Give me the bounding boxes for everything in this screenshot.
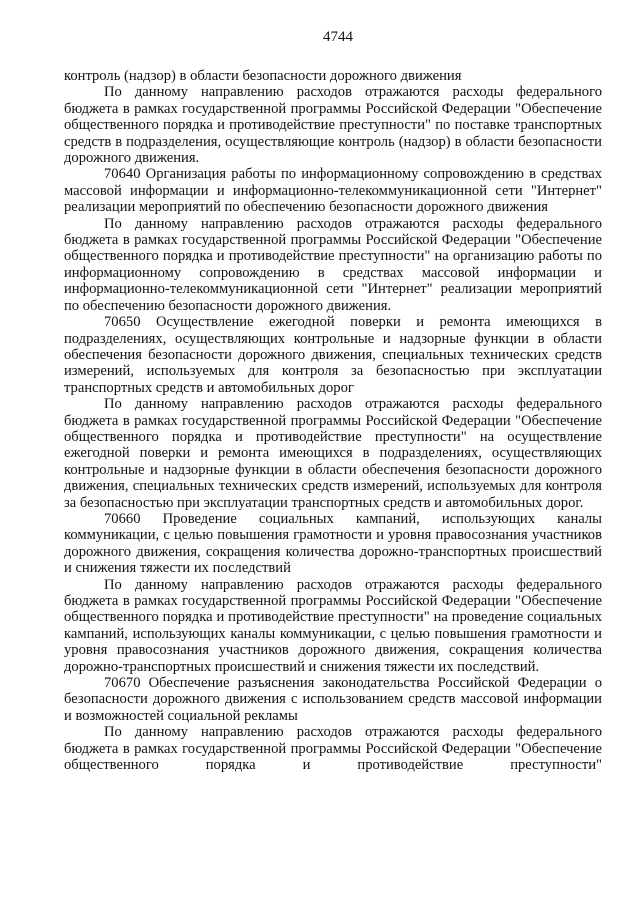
paragraph-heading-70640: 70640 Организация работы по информационному сопровождению в средствах массовой информации и информационно-телекоммуникационной сети "Интернет" реализации мероприятий по обеспечению безопасности дорожного движения xyxy=(64,166,602,216)
paragraph-continuation: контроль (надзор) в области безопасности дорожного движения xyxy=(64,68,462,84)
paragraph-description: По данному направлению расходов отражаются расходы федерального бюджета в рамках государственной программы Российской Федерации "Обеспечение общественного порядка и противодействие преступности" по поставке транспортных средств в подразделения, осуществляющие контроль (надзор) в области безопасности дорожного движения. xyxy=(64,84,602,167)
page-number: 4744 xyxy=(323,29,353,45)
paragraph-heading-70670: 70670 Обеспечение разъяснения законодательства Российской Федерации о безопасности дорожного движения с использованием средств массовой информации и возможностей социальной рекламы xyxy=(64,675,602,724)
paragraph-description: По данному направлению расходов отражаются расходы федерального бюджета в рамках государственной программы Российской Федерации "Обеспечение общественного порядка и противодействие преступности" на организацию работы по информационному сопровождению в средствах массовой информации и информационно-телекоммуникационной сети "Интернет" реализации мероприятий по обеспечению безопасности дорожного движения. xyxy=(64,215,602,314)
paragraph-description: По данному направлению расходов отражаются расходы федерального бюджета в рамках государственной программы Российской Федерации "Обеспечение общественного порядка и противодействие преступности" xyxy=(64,724,602,774)
paragraph-description: По данному направлению расходов отражаются расходы федерального бюджета в рамках государственной программы Российской Федерации "Обеспечение общественного порядка и противодействие преступности" на проведение социальных кампаний, использующих каналы коммуникации, с целью повышения грамотности и уровня правосознания участников дорожного движения, сокращения количества дорожно-транспортных происшествий и снижения тяжести их последствий. xyxy=(64,576,602,675)
document-body xyxy=(64,68,602,773)
paragraph-heading-70660: 70660 Проведение социальных кампаний, использующих каналы коммуникации, с целью повышения грамотности и уровня правосознания участников дорожного движения, сокращения количества дорожно-транспортных происшествий и снижения тяжести их последствий xyxy=(64,510,602,577)
paragraph-description: По данному направлению расходов отражаются расходы федерального бюджета в рамках государственной программы Российской Федерации "Обеспечение общественного порядка и противодействие преступности" на осуществление ежегодной поверки и ремонта имеющихся в подразделениях, осуществляющих контрольные и надзорные функции в области обеспечения безопасности дорожного движения, специальных технических средств измерений, используемых для контроля за безопасностью при эксплуатации транспортных средств и автомобильных дорог. xyxy=(64,396,602,511)
paragraph-heading-70650: 70650 Осуществление ежегодной поверки и ремонта имеющихся в подразделениях, осуществляющих контрольные и надзорные функции в области обеспечения безопасности дорожного движения, специальных технических средств измерений, используемых для контроля за безопасностью при эксплуатации транспортных средств и автомобильных дорог xyxy=(64,314,602,396)
